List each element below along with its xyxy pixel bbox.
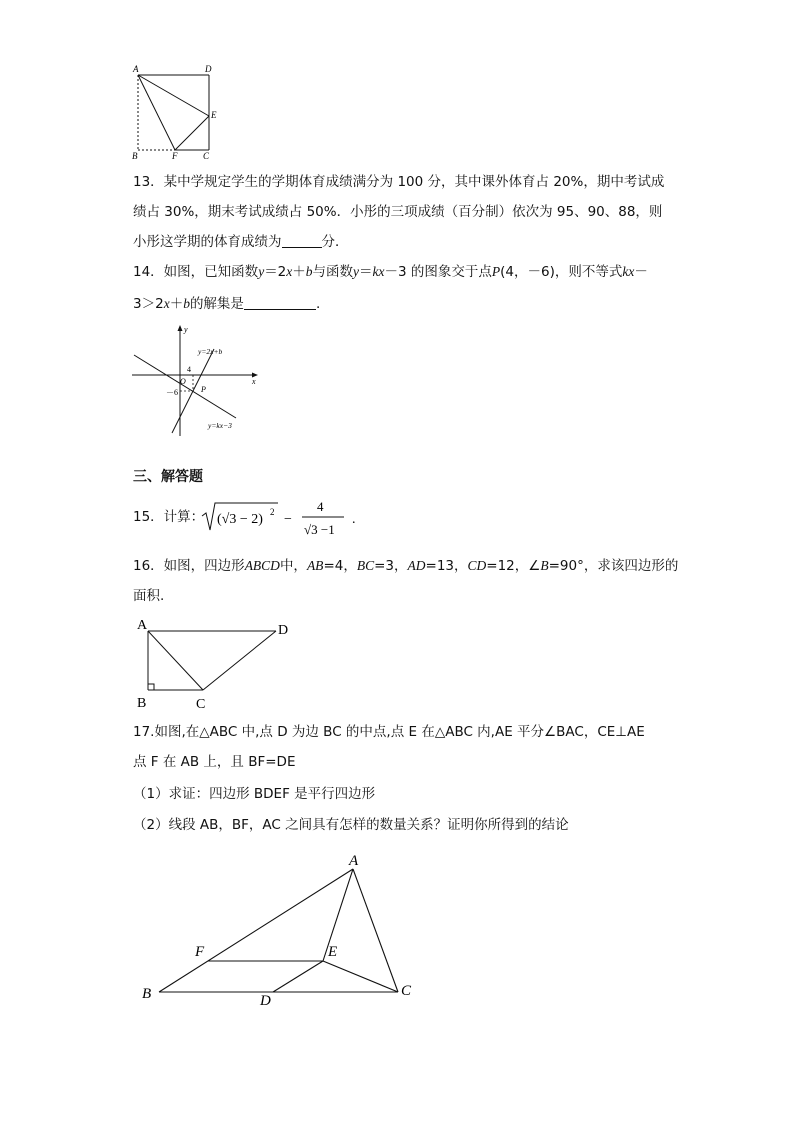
q14-x1: x: [286, 264, 293, 279]
q14-eq2: ＝: [359, 264, 373, 280]
quad-label-d: D: [278, 623, 289, 638]
q17-part1: （1）求证：四边形 BDEF 是平行四边形: [133, 786, 376, 802]
tri-label-c: C: [401, 983, 412, 999]
sqrt-inner: (√3 − 2): [217, 512, 263, 527]
q16-ab: AB: [306, 558, 324, 573]
fraction-denominator: √3 −1: [304, 522, 335, 537]
quad-label-a: A: [137, 618, 148, 633]
quad-label-c: C: [196, 697, 206, 712]
q16-cd: CD: [467, 558, 487, 573]
quad-figure: [130, 612, 300, 712]
q15-label: 15．计算：: [133, 509, 205, 525]
label-f: F: [172, 151, 178, 161]
q16-t7: =90°，求该四边形的: [548, 558, 679, 574]
y-axis-arrow: [178, 325, 183, 331]
line2-label: y=kx−3: [208, 421, 232, 430]
q16-t4: =3，: [374, 558, 408, 574]
q16-t2: 中，: [279, 558, 307, 574]
edge-cd: [203, 631, 276, 690]
q15-end: .: [352, 512, 356, 527]
line-kx-minus-3: [134, 355, 236, 418]
q14-x2: x: [163, 296, 170, 311]
q14-answer-blank[interactable]: [244, 295, 316, 310]
q16-line2: 面积.: [133, 588, 165, 604]
q16-bc: BC: [356, 558, 375, 573]
label-a: A: [133, 64, 139, 74]
q17-part2: （2）线段 AB，BF，AC 之间具有怎样的数量关系？证明你所得到的结论: [133, 817, 569, 833]
triangle-figure: [138, 848, 428, 1008]
label-b: B: [132, 151, 138, 161]
q14-plus2: ＋: [169, 296, 184, 312]
tri-label-d: D: [260, 993, 271, 1008]
label-c: C: [203, 151, 210, 161]
segment-de: [273, 961, 323, 992]
x-axis-label: x: [252, 377, 256, 386]
tick-neg6: －6: [166, 388, 178, 397]
y-axis-label: y: [184, 325, 188, 334]
square-figure: [128, 62, 228, 164]
q13-line1: 13．某中学规定学生的学期体育成绩满分为 100 分，其中课外体育占 20%，期中考试成: [133, 174, 665, 190]
q13-line3: [133, 232, 349, 252]
segment-fe: [175, 116, 209, 150]
q16-t6: =12，∠: [486, 558, 541, 574]
q14-b2: b: [183, 296, 190, 311]
origin-label: O: [180, 377, 186, 386]
q14-text-a: 14．如图，已知函数: [133, 264, 259, 280]
q13-answer-blank[interactable]: [282, 233, 322, 248]
q14-kx: kx: [372, 264, 385, 279]
q14-y1: y: [258, 264, 265, 279]
q16-t5: =13，: [425, 558, 468, 574]
section-title: 三、解答题: [133, 469, 203, 485]
q16-abcd: ABCD: [244, 558, 280, 573]
q17-line1: 17.如图,在△ABC 中,点 D 为边 BC 的中点,点 E 在△ABC 内,AE 平分∠BAC，CE⊥AE: [133, 724, 645, 740]
q14-plus1: ＋: [292, 264, 306, 280]
point-p-label: P: [201, 385, 206, 394]
line1-label: y=2x+b: [198, 347, 223, 356]
q16-t3: =4，: [323, 558, 357, 574]
q14-line1: [133, 262, 648, 282]
q14-text-b: 与函数: [312, 264, 354, 280]
label-d: D: [205, 64, 212, 74]
q14-text-f: 的解集是: [189, 296, 244, 312]
q14-kx2: kx: [622, 264, 635, 279]
segment-ec: [323, 961, 398, 992]
q14-period: .: [315, 296, 321, 312]
edge-ab: [159, 869, 353, 992]
label-e: E: [211, 110, 217, 120]
tri-label-a: A: [349, 853, 359, 869]
q14-minus: －: [634, 264, 648, 280]
q14-y2: y: [353, 264, 360, 279]
q13-unit: 分．: [321, 234, 349, 250]
q14-line2: [133, 294, 320, 314]
q15-expression: [198, 494, 366, 542]
q16-t1: 16．如图，四边形: [133, 558, 245, 574]
tri-label-f: F: [195, 944, 205, 960]
q14-text-e: 3＞2: [133, 296, 164, 312]
minus-sign: −: [284, 512, 292, 527]
quad-label-b: B: [137, 696, 147, 711]
q14-eq1: ＝2: [264, 264, 287, 280]
q16-line1: [133, 556, 678, 576]
tri-label-e: E: [328, 944, 338, 960]
q14-b1: b: [305, 264, 313, 279]
right-angle-mark: [148, 684, 154, 690]
q17-line2: 点 F 在 AB 上，且 BF=DE: [133, 754, 296, 770]
tri-label-b: B: [142, 986, 152, 1002]
exponent: 2: [270, 507, 275, 517]
q14-text-d: (4，－6)，则不等式: [500, 264, 623, 280]
diagonal-ac: [148, 631, 203, 690]
tick-4: 4: [187, 365, 191, 374]
q13-text: 小彤这学期的体育成绩为: [133, 234, 282, 250]
q14-text-c: －3 的图象交于点: [384, 264, 492, 280]
graph-figure: [130, 322, 270, 438]
fraction-numerator: 4: [317, 499, 324, 514]
q16-ad: AD: [407, 558, 426, 573]
q14-p: P: [491, 264, 501, 279]
q16-angle-b: B: [540, 558, 549, 573]
q13-line2: 绩占 30%，期末考试成绩占 50%．小彤的三项成绩（百分制）依次为 95、90、88，则: [133, 204, 663, 220]
edge-ac: [353, 869, 398, 992]
